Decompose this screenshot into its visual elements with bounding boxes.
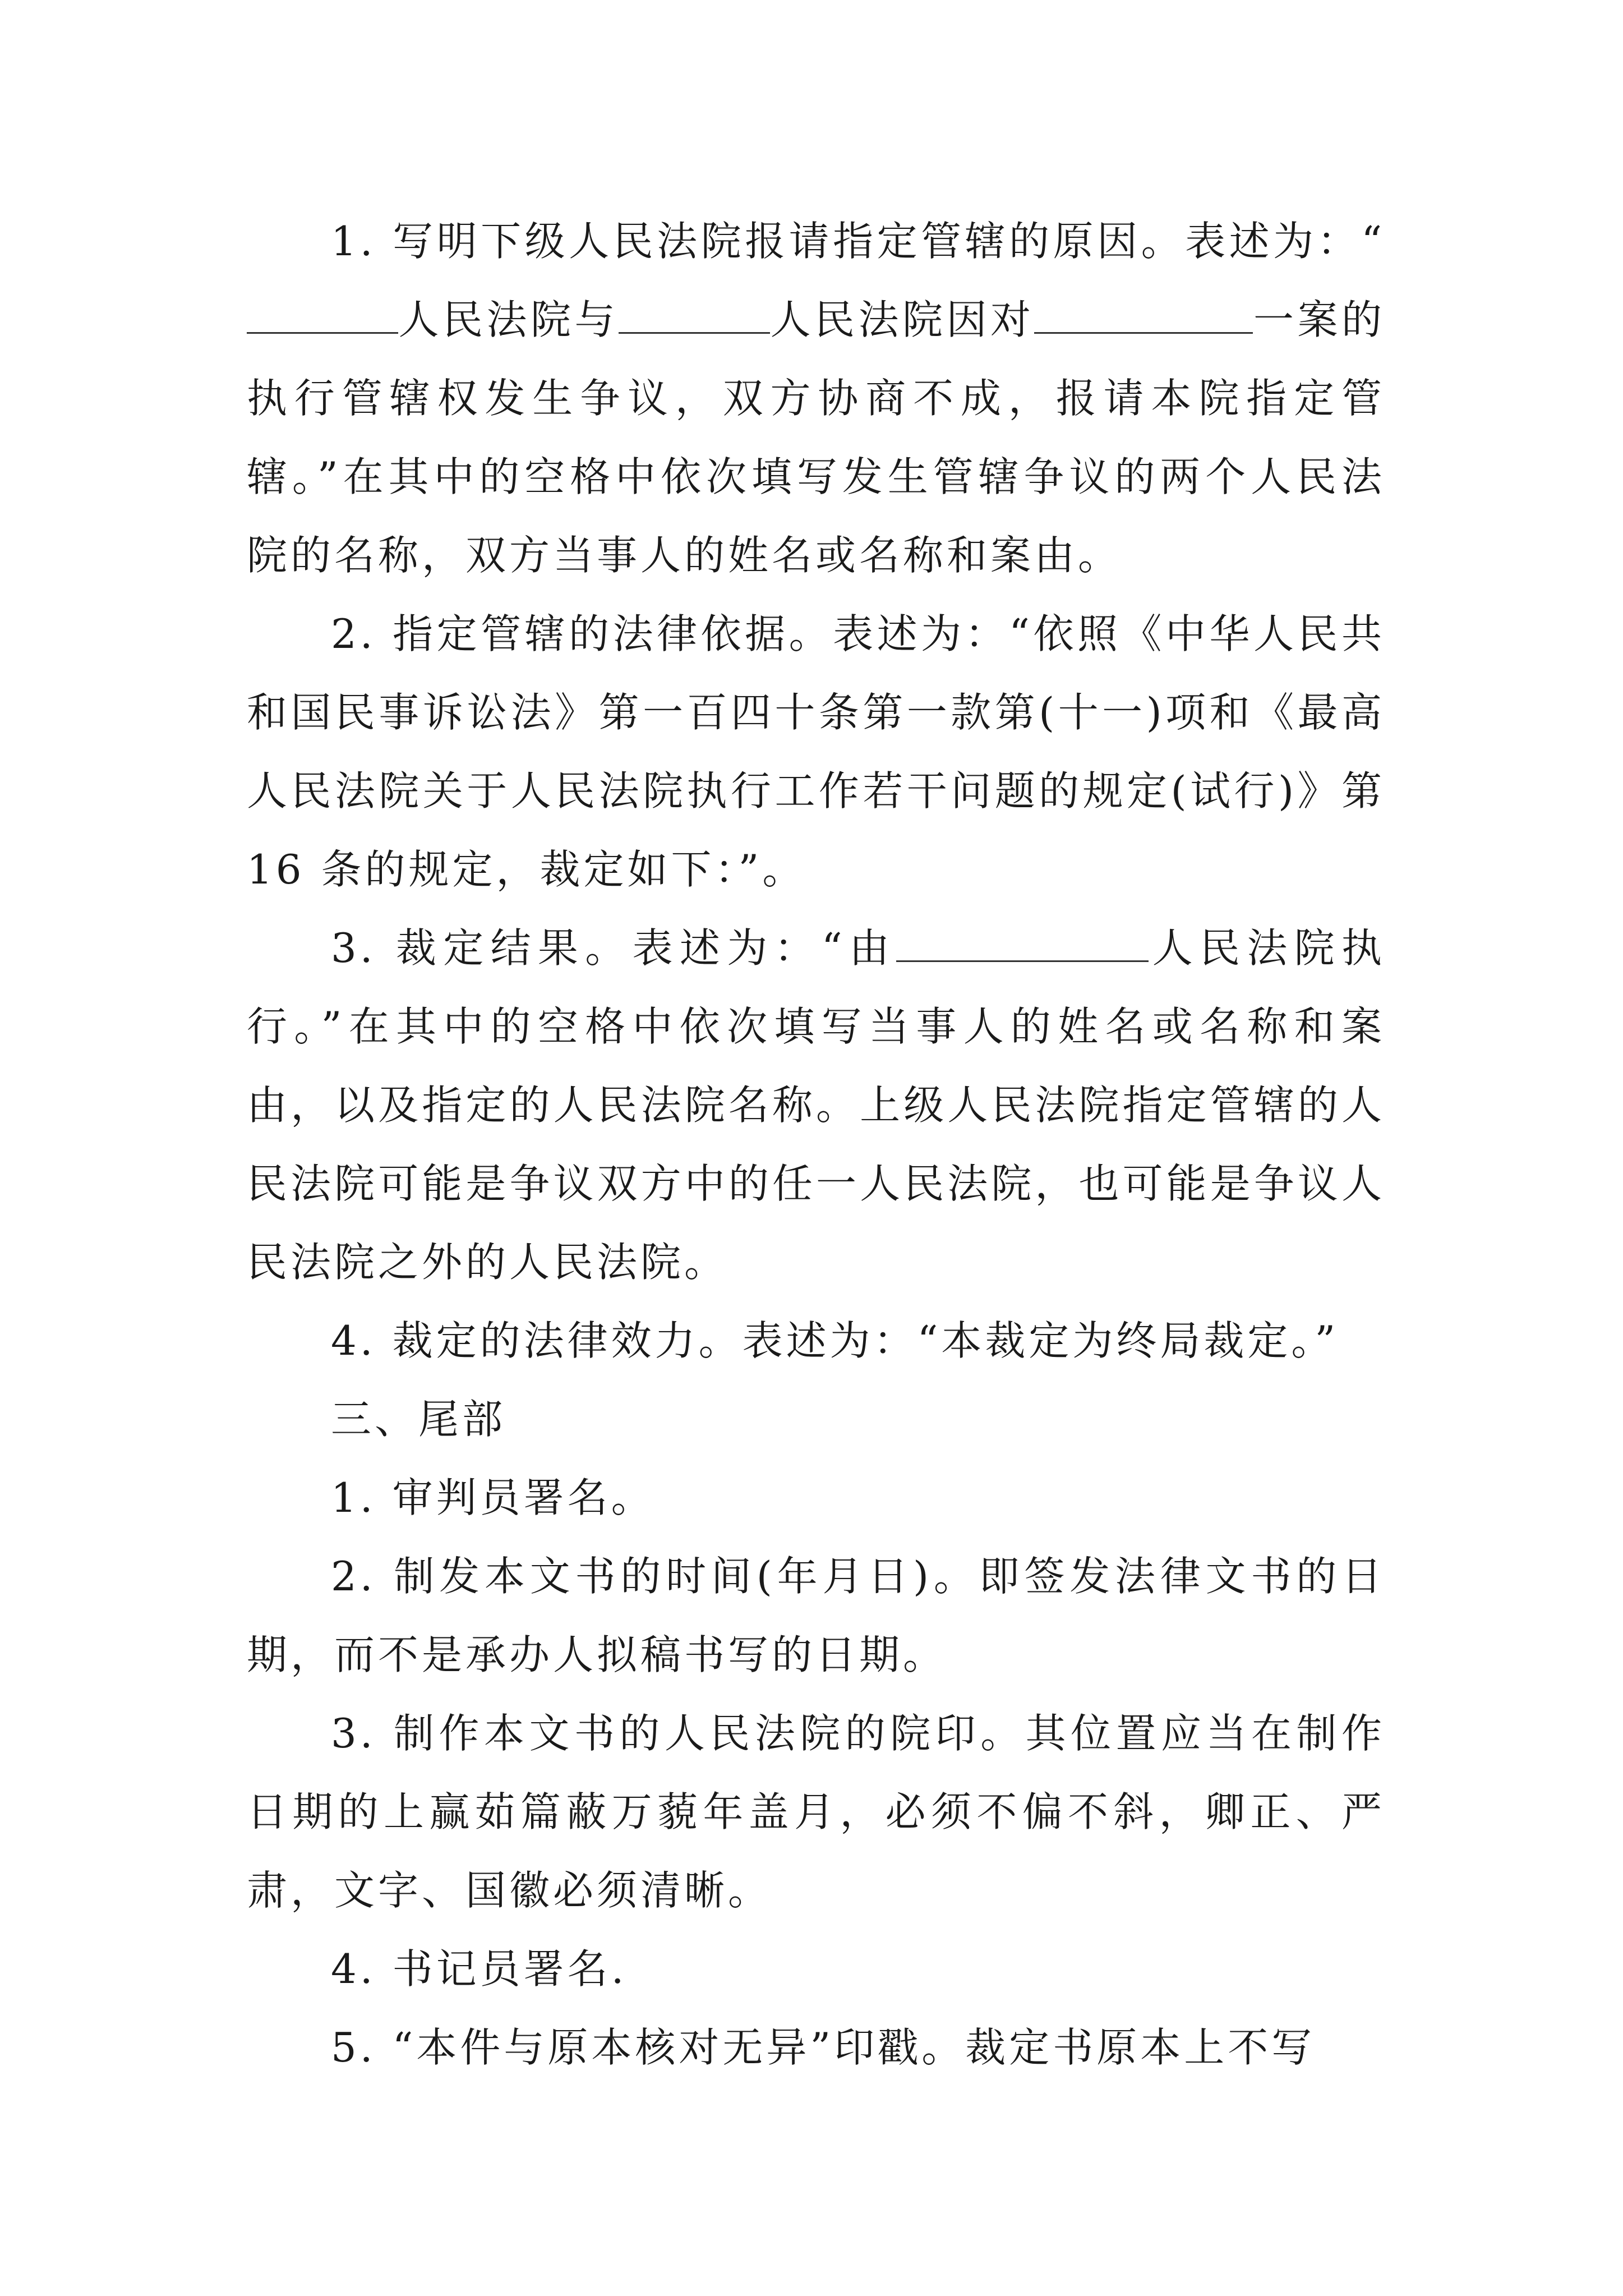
blank-case (1034, 298, 1253, 334)
blank-court-2 (619, 298, 770, 334)
blank-court-1 (247, 298, 398, 334)
paragraph-legal-basis: 2. 指定管辖的法律依据。表述为：“依照《中华人民共和国民事诉讼法》第一百四十条第一款第(十一)项和《最高人民法院关于人民法院执行工作若干问题的规定(试行)》第16 条的规定，裁定如下：”。 (247, 610, 1385, 893)
paragraph-verification-stamp: 5. “本件与原本核对无异”印戳。裁定书原本上不写 (331, 2024, 1316, 2071)
paragraph-ruling-result (247, 909, 1385, 1301)
paragraph-reason-lead: 1. 写明下级人民法院报请指定管辖的原因。表述为： (331, 218, 1362, 265)
paragraph-ruling-tail: 人民法院执行。”在其中的空格中依次填写当事人的姓名或名称和案由，以及指定的人民法院名称。上级人民法院指定管辖的人民法院可能是争议双方中的任一人民法院，也可能是争议人民法院之外的人民法院。 (247, 924, 1385, 1286)
quote-open: “ (1361, 218, 1385, 265)
blank-designated-court (896, 927, 1149, 962)
paragraph-ruling-lead: 3. 裁定结果。表述为：“由 (331, 924, 897, 972)
paragraph-legal-effect: 4. 裁定的法律效力。表述为：“本裁定为终局裁定。” (331, 1317, 1339, 1364)
paragraph-reason-seg3: 一案的执行管辖权发生争议，双方协商不成，报请本院指定管辖。”在其中的空格中依次填写发生管辖争议的两个人民法院的名称，双方当事人的姓名或名称和案由。 (247, 296, 1385, 579)
paragraph-issue-date: 2. 制发本文书的时间(年月日)。即签发法律文书的日期，而不是承办人拟稿书写的日期。 (247, 1553, 1385, 1678)
section-heading-ending: 三、尾部 (331, 1396, 506, 1443)
document-body (247, 202, 1385, 2087)
paragraph-reason (247, 202, 1385, 595)
paragraph-reason-seg2: 人民法院因对 (769, 296, 1035, 343)
paragraph-court-seal: 3. 制作本文书的人民法院的院印。其位置应当在制作日期的上赢茹篇蔽万藐年盖月，必须不偏不斜，卿正、严肃，文字、国徽必须清晰。 (247, 1710, 1385, 1914)
paragraph-judge-signature: 1. 审判员署名。 (331, 1474, 655, 1521)
paragraph-reason-seg1: 人民法院与 (398, 296, 619, 343)
paragraph-clerk-signature: 4. 书记员署名. (331, 1945, 628, 1993)
